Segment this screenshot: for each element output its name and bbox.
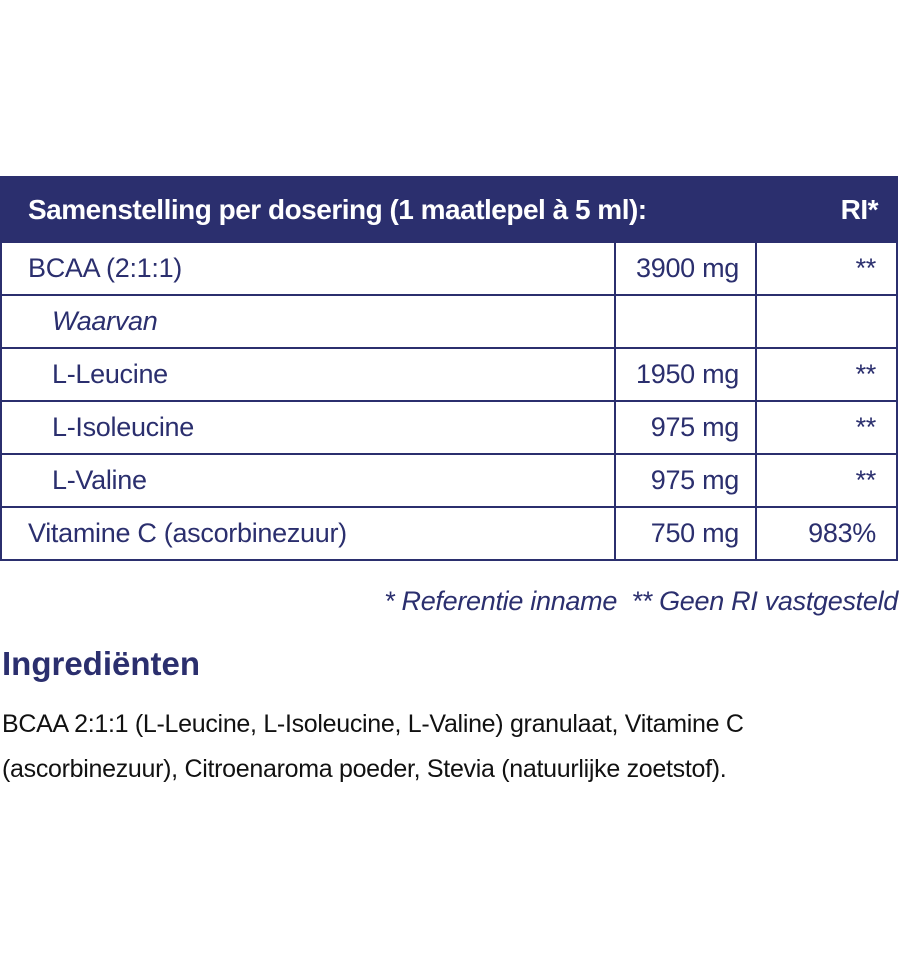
row-ri: 983% — [808, 518, 876, 548]
row-amount: 750 mg — [616, 508, 757, 559]
row-name: L-Leucine — [2, 349, 616, 400]
row-amount: 3900 mg — [616, 243, 757, 294]
table-row — [2, 453, 896, 506]
ingredients-heading: Ingrediënten — [2, 645, 201, 682]
row-amount: 975 mg — [616, 402, 757, 453]
table-row — [2, 506, 896, 559]
row-ri: ** — [855, 465, 876, 495]
row-ri: ** — [855, 253, 876, 283]
table-header-title: Samenstelling per dosering (1 maatlepel à 5 ml): — [28, 193, 647, 225]
row-ri: ** — [855, 412, 876, 442]
table-row — [2, 400, 896, 453]
row-name: BCAA (2:1:1) — [2, 243, 616, 294]
table-footnote: * Referentie inname ** Geen RI vastgesteld — [384, 586, 898, 616]
table-row — [2, 347, 896, 400]
table-header-ri: RI* — [840, 193, 878, 225]
row-name: L-Valine — [2, 455, 616, 506]
row-name: Waarvan — [2, 296, 616, 347]
row-ri — [757, 296, 896, 347]
row-amount: 1950 mg — [616, 349, 757, 400]
table-row — [2, 294, 896, 347]
row-name: Vitamine C (ascorbinezuur) — [2, 508, 616, 559]
table-header — [2, 178, 896, 241]
row-name: L-Isoleucine — [2, 402, 616, 453]
row-ri: ** — [855, 359, 876, 389]
row-amount — [616, 296, 757, 347]
table-row — [2, 241, 896, 294]
nutrition-table — [0, 176, 898, 561]
ingredients-text: BCAA 2:1:1 (L-Leucine, L-Isoleucine, L-Valine) granulaat, Vitamine C (ascorbinezuur), Citroenaroma poeder, Stevia (natuurlijke zoetstof). — [2, 710, 744, 783]
row-amount: 975 mg — [616, 455, 757, 506]
